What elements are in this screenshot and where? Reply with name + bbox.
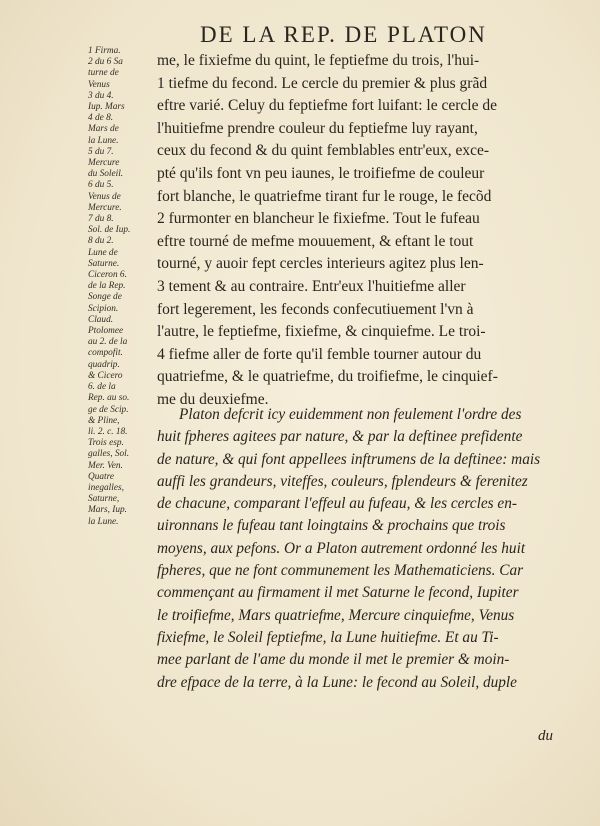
commentary-line: de nature, & qui font appellees inftrumens de la deftinee: mais (157, 450, 541, 468)
margin-note: Saturne, (88, 494, 120, 505)
margin-note: 2 du 6 Sa (88, 57, 123, 68)
margin-note: la Lune. (88, 516, 119, 527)
margin-note: Mercure (88, 158, 120, 169)
margin-notes (88, 46, 156, 528)
margin-note: Trois esp. (88, 438, 124, 449)
margin-note: Ptolomee (88, 326, 124, 337)
margin-note: de la Rep. (88, 281, 126, 292)
commentary-line: dre efpace de la terre, à la Lune: le fecond au Soleil, duple (157, 673, 517, 691)
commentary-line: uironnans le fufeau tant loingtains & prochains que trois (157, 517, 506, 535)
margin-note: Mars de (88, 124, 119, 135)
margin-note: Venus (88, 79, 110, 90)
text-line: eftre tourné de mefme mouuement, & eftant le tout (157, 232, 474, 250)
margin-note: du Soleil. (88, 169, 124, 180)
margin-note: au 2. de la (88, 337, 128, 348)
margin-note: Rep. au so. (88, 393, 130, 404)
text-line: quatriefme, & le quatriefme, du troifiefme, le cinquief- (157, 368, 498, 386)
commentary-block (157, 404, 557, 694)
margin-note: 1 Firma. (88, 46, 121, 56)
margin-note: turne de (88, 68, 119, 79)
margin-note: inegalles, (88, 482, 124, 493)
margin-note: 4 de 8. (88, 113, 114, 124)
margin-note: Sol. de Iup. (88, 225, 131, 236)
margin-note: quadrip. (88, 359, 120, 370)
commentary-line: auffi les grandeurs, viteffes, couleurs, fplendeurs & ferenitez (157, 472, 528, 490)
text-line: fort legerement, les feconds confecutiuement l'vn à (157, 300, 474, 318)
catchword: du (538, 728, 553, 744)
commentary-line: fixiefme, le Soleil feptiefme, la Lune huitiefme. Et au Ti- (157, 628, 499, 646)
margin-note: Claud. (88, 314, 114, 325)
commentary-line: huit fpheres agitees par nature, & par la deftinee prefidente (157, 428, 523, 446)
text-line: 2 furmonter en blancheur le fixiefme. Tout le fufeau (157, 210, 480, 228)
commentary-line: le troifiefme, Mars quatriefme, Mercure cinquiefme, Venus (157, 606, 515, 624)
main-text-block (157, 50, 547, 412)
margin-note: Mercure. (88, 202, 122, 213)
margin-note: ge de Scip. (88, 404, 129, 415)
text-line: me du deuxiefme. (157, 390, 269, 408)
margin-note: 3 du 4. (88, 90, 114, 101)
margin-note: Mars, Iup. (88, 505, 127, 516)
commentary-line: commençant au firmament il met Saturne le fecond, Iupiter (157, 584, 519, 602)
margin-note: 8 du 2. (88, 236, 114, 247)
text-line: me, le fixiefme du quint, le feptiefme du trois, l'hui- (157, 52, 480, 69)
margin-note: 7 du 8. (88, 214, 114, 225)
margin-note: Quatre (88, 471, 114, 482)
commentary-line: fpheres, que ne font communement les Mathematiciens. Car (157, 562, 524, 580)
text-line: l'huitiefme prendre couleur du feptiefme luy rayant, (157, 119, 478, 137)
margin-note: Iup. Mars (88, 102, 125, 113)
margin-note: compofit. (88, 348, 123, 359)
text-line: l'autre, le feptiefme, fixiefme, & cinquiefme. Le troi- (157, 323, 486, 341)
margin-note: Mer. Ven. (88, 460, 123, 471)
margin-note: Lune de (88, 247, 118, 258)
margin-note: li. 2. c. 18. (88, 426, 128, 437)
commentary-line: moyens, aux pefons. Or a Platon autrement ordonné les huit (157, 539, 526, 557)
margin-note: 5 du 7. (88, 146, 114, 157)
running-header: DE LA REP. DE PLATON (200, 22, 487, 47)
text-line: pté qu'ils font vn peu iaunes, le troifiefme de couleur (157, 164, 485, 182)
margin-note: Ciceron 6. (88, 270, 127, 281)
margin-note: & Cicero (88, 370, 123, 381)
margin-note: & Pline, (88, 415, 120, 426)
commentary-line: Platon defcrit icy euidemment non feulement l'ordre des (179, 406, 522, 423)
commentary-line: mee parlant de l'ame du monde il met le premier & moin- (157, 651, 510, 669)
margin-note: Venus de (88, 191, 121, 202)
margin-note: galles, Sol. (88, 449, 130, 460)
text-line: 3 tement & au contraire. Entr'eux l'huitiefme aller (157, 277, 466, 295)
margin-note: Scipion. (88, 303, 119, 314)
margin-note: la Lune. (88, 135, 119, 146)
text-line: ceux du fecond & du quint femblables entr'eux, exce- (157, 142, 490, 160)
margin-note: Songe de (88, 292, 122, 303)
text-line: eftre varié. Celuy du feptiefme fort luifant: le cercle de (157, 97, 497, 115)
commentary-line: de chacune, comparant l'effeul au fufeau, & les cercles en- (157, 495, 517, 513)
margin-note: Saturne. (88, 258, 120, 269)
margin-note: 6 du 5. (88, 180, 114, 191)
text-line: fort blanche, le quatriefme tirant fur le rouge, le fecõd (157, 187, 492, 205)
margin-note: 6. de la (88, 382, 116, 393)
text-line: 4 fiefme aller de forte qu'il femble tourner autour du (157, 345, 482, 363)
text-line: tourné, y auoir fept cercles interieurs agitez plus len- (157, 255, 484, 273)
text-line: 1 tiefme du fecond. Le cercle du premier & plus grãd (157, 74, 488, 92)
